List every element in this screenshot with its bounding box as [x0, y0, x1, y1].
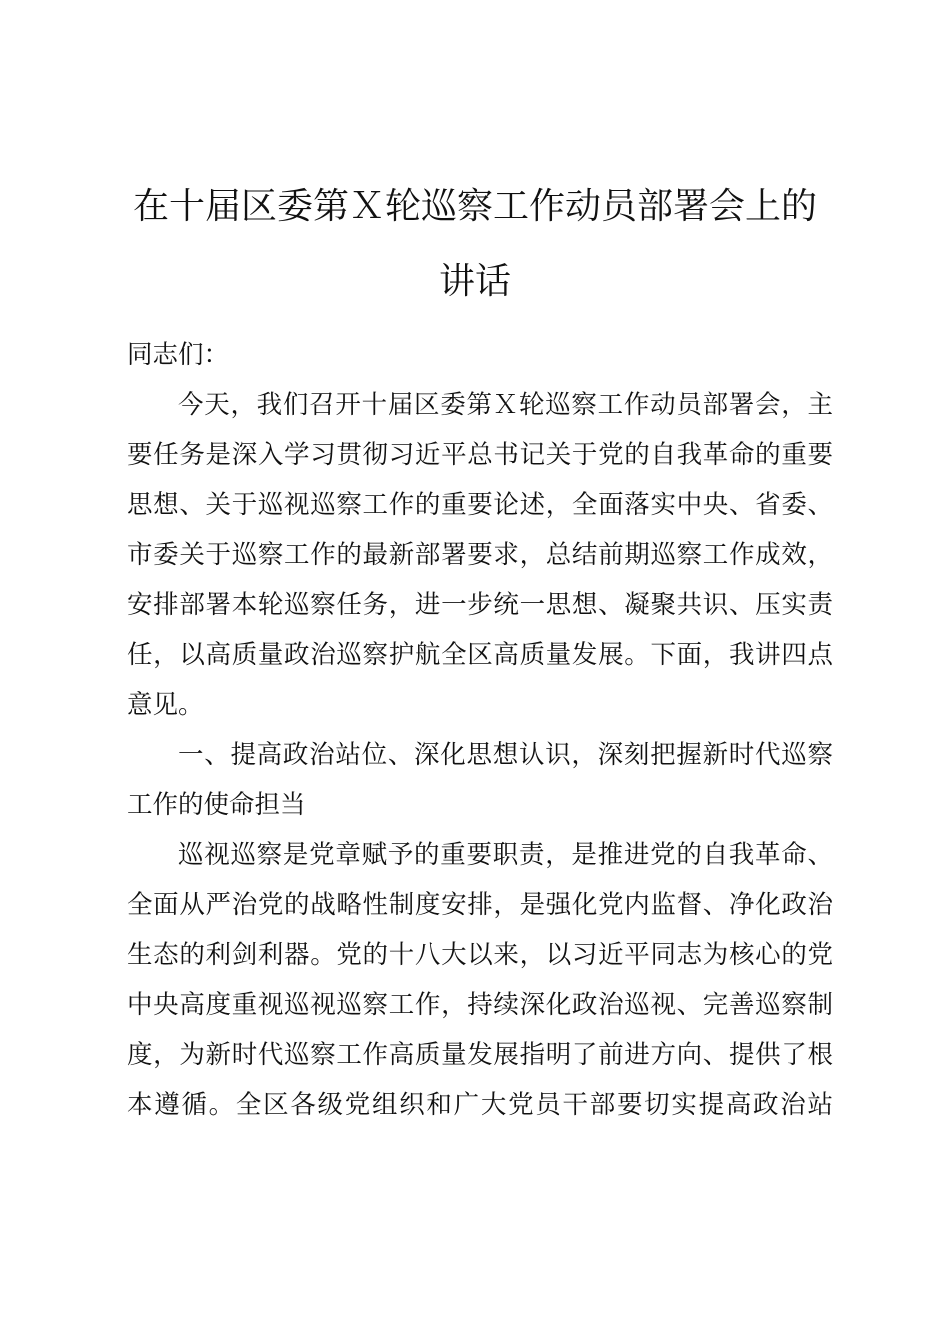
salutation: 同志们：	[127, 340, 230, 370]
paragraph-2-line: 全面从严治党的战略性制度安排，是强化党内监督、净化政治	[127, 890, 833, 920]
paragraph-2-line: 中央高度重视巡视巡察工作，持续深化政治巡视、完善巡察制	[127, 990, 833, 1020]
paragraph-2-line: 度，为新时代巡察工作高质量发展指明了前进方向、提供了根	[127, 1040, 833, 1070]
paragraph-2-line: 生态的利剑利器。党的十八大以来，以习近平同志为核心的党	[127, 940, 833, 970]
paragraph-1-line: 安排部署本轮巡察任务，进一步统一思想、凝聚共识、压实责	[127, 590, 833, 620]
paragraph-1-line: 要任务是深入学习贯彻习近平总书记关于党的自我革命的重要	[127, 440, 833, 470]
document-title-line-1: 在十届区委第Ｘ轮巡察工作动员部署会上的	[132, 186, 817, 227]
paragraph-1-line: 意见。	[127, 690, 204, 720]
paragraph-1-line: 思想、关于巡视巡察工作的重要论述，全面落实中央、省委、	[127, 490, 833, 520]
paragraph-2-line: 巡视巡察是党章赋予的重要职责，是推进党的自我革命、	[178, 840, 833, 870]
paragraph-1-line: 市委关于巡察工作的最新部署要求，总结前期巡察工作成效，	[127, 540, 833, 570]
section-heading-line: 工作的使命担当	[127, 790, 306, 820]
section-heading-line: 一、提高政治站位、深化思想认识，深刻把握新时代巡察	[178, 740, 833, 770]
paragraph-1-line: 任，以高质量政治巡察护航全区高质量发展。下面，我讲四点	[127, 640, 833, 670]
document-title-line-2: 讲话	[438, 261, 511, 302]
paragraph-2-line: 本遵循。全区各级党组织和广大党员干部要切实提高政治站	[127, 1090, 833, 1120]
paragraph-1-line: 今天，我们召开十届区委第Ｘ轮巡察工作动员部署会，主	[178, 390, 833, 420]
